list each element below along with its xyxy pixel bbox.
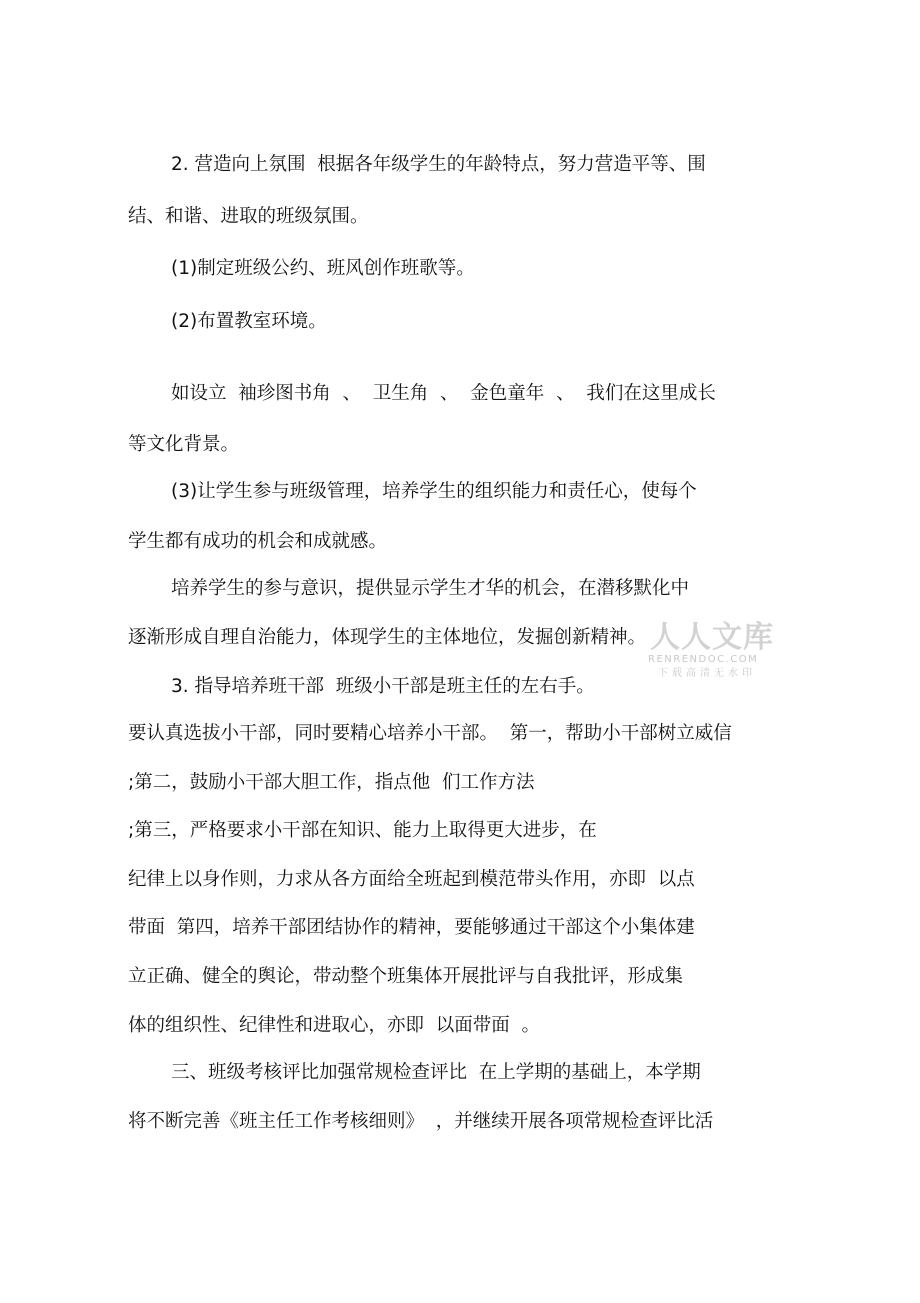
text-line: 带面 第四，培养干部团结协作的精神，要能够通过干部这个小集体建 xyxy=(128,917,695,938)
watermark-title: 人人文库 xyxy=(650,620,774,655)
text-line: 学生都有成功的机会和成就感。 xyxy=(128,531,388,552)
text-line: 如设立 袖珍图书角 、 卫生角 、 金色童年 、 我们在这里成长 xyxy=(171,383,716,404)
watermark-tagline: 下载高清无水印 xyxy=(658,668,756,679)
text-line: 结、和谐、进取的班级氛围。 xyxy=(128,206,369,227)
watermark-logo xyxy=(644,620,784,690)
text-line: 体的组织性、纪律性和进取心，亦即 以面带面 。 xyxy=(128,1015,541,1036)
text-line: 逐渐形成自理自治能力，体现学生的主体地位，发掘创新精神。 xyxy=(128,627,647,648)
text-line: 3. 指导培养班干部 班级小干部是班主任的左右手。 xyxy=(171,676,595,697)
text-line: (2)布置教室环境。 xyxy=(171,311,327,332)
text-line: 培养学生的参与意识，提供显示学生才华的机会，在潜移默化中 xyxy=(171,578,690,599)
text-line: 等文化背景。 xyxy=(128,434,240,455)
text-line: 纪律上以身作则，力求从各方面给全班起到模范带头作用，亦即 以点 xyxy=(128,869,695,890)
text-line: ;第三，严格要求小干部在知识、能力上取得更大进步，在 xyxy=(128,820,597,841)
text-line: 2. 营造向上氛围 根据各年级学生的年龄特点，努力营造平等、围 xyxy=(171,154,706,175)
text-line: ;第二，鼓励小干部大胆工作，指点他 们工作方法 xyxy=(128,772,535,793)
text-line: 将不断完善《班主任工作考核细则》 ，并继续开展各项常规检查评比活 xyxy=(128,1111,714,1132)
watermark-site: RENRENDOC.COM xyxy=(648,654,759,665)
text-line: 立正确、健全的舆论，带动整个班集体开展批评与自我批评，形成集 xyxy=(128,966,684,987)
text-line: 三、班级考核评比加强常规检查评比 在上学期的基础上，本学期 xyxy=(171,1062,701,1083)
text-line: (1)制定班级公约、班风创作班歌等。 xyxy=(171,258,475,279)
text-line: 要认真选拔小干部，同时要精心培养小干部。 第一，帮助小干部树立威信 xyxy=(128,723,732,744)
text-line: (3)让学生参与班级管理，培养学生的组织能力和责任心，使每个 xyxy=(171,481,697,502)
